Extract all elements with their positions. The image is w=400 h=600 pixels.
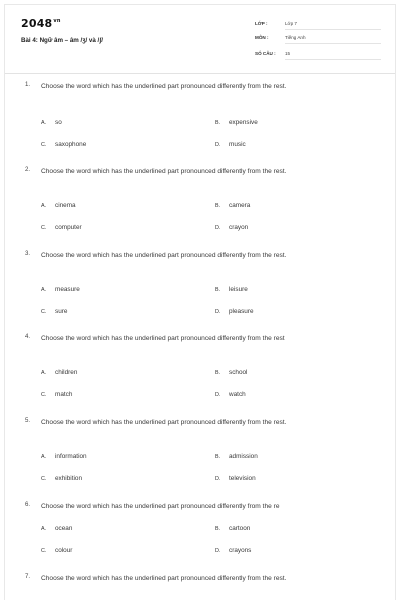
question-text: Choose the word which has the underlined part pronounced differently from the rest.: [41, 168, 287, 175]
meta-subject-value: Tiếng Anh: [285, 35, 306, 40]
question-text: Choose the word which has the underlined part pronounced differently from the rest.: [41, 83, 287, 90]
option-b[interactable]: B. school: [215, 369, 248, 376]
option-c[interactable]: C. colour: [41, 547, 73, 554]
header-divider: [5, 73, 395, 74]
question-text: Choose the word which has the underlined part pronounced differently from the rest.: [41, 252, 287, 259]
meta-count-label: SỐ CÂU :: [255, 51, 276, 56]
lesson-title: Bài 4: Ngữ âm – âm /ʒ/ và /ʃ/: [21, 37, 104, 44]
question-text: Choose the word which has the underlined part pronounced differently from the rest: [41, 335, 285, 342]
option-b[interactable]: B. expensive: [215, 119, 258, 126]
option-a[interactable]: A. ocean: [41, 525, 73, 532]
option-a[interactable]: A. cinema: [41, 202, 76, 209]
question-number: 6.: [25, 501, 31, 508]
question-text: Choose the word which has the underlined part pronounced differently from the rest.: [41, 419, 287, 426]
site-logo[interactable]: $2048^{vn}$: [21, 17, 61, 30]
question-number: 7.: [25, 573, 31, 580]
option-a[interactable]: A. children: [41, 369, 78, 376]
worksheet-page: [4, 4, 396, 600]
option-b[interactable]: B. camera: [215, 202, 251, 209]
meta-count-value: 15: [285, 51, 291, 56]
question-number: 3.: [25, 250, 31, 257]
worksheet-header: [5, 5, 395, 75]
option-d[interactable]: D. crayon: [215, 224, 249, 231]
meta-divider: [285, 29, 381, 30]
option-a[interactable]: A. so: [41, 119, 62, 126]
option-b[interactable]: B. leisure: [215, 286, 248, 293]
option-a[interactable]: A. measure: [41, 286, 80, 293]
question-number: 4.: [25, 333, 31, 340]
option-b[interactable]: B. cartoon: [215, 525, 251, 532]
option-d[interactable]: D. pleasure: [215, 308, 254, 315]
question-text: Choose the word which has the underlined part pronounced differently from the re: [41, 503, 280, 510]
option-a[interactable]: A. information: [41, 453, 87, 460]
option-c[interactable]: C. computer: [41, 224, 82, 231]
option-d[interactable]: D. watch: [215, 391, 246, 398]
question-number: 5.: [25, 417, 31, 424]
question-number: 1.: [25, 81, 31, 88]
option-c[interactable]: C. sure: [41, 308, 68, 315]
meta-class-value: Lớp 7: [285, 21, 297, 26]
meta-divider: [285, 43, 381, 44]
option-d[interactable]: D. crayons: [215, 547, 252, 554]
option-c[interactable]: C. exhibition: [41, 475, 83, 482]
option-d[interactable]: D. music: [215, 141, 246, 148]
meta-subject-label: MÔN :: [255, 35, 269, 40]
option-b[interactable]: B. admission: [215, 453, 258, 460]
meta-class-label: LỚP :: [255, 21, 268, 26]
option-c[interactable]: C. saxophone: [41, 141, 87, 148]
meta-divider: [285, 59, 381, 60]
question-number: 2.: [25, 166, 31, 173]
option-c[interactable]: C. match: [41, 391, 73, 398]
question-text: Choose the word which has the underlined part pronounced differently from the rest.: [41, 575, 287, 582]
option-d[interactable]: D. television: [215, 475, 256, 482]
